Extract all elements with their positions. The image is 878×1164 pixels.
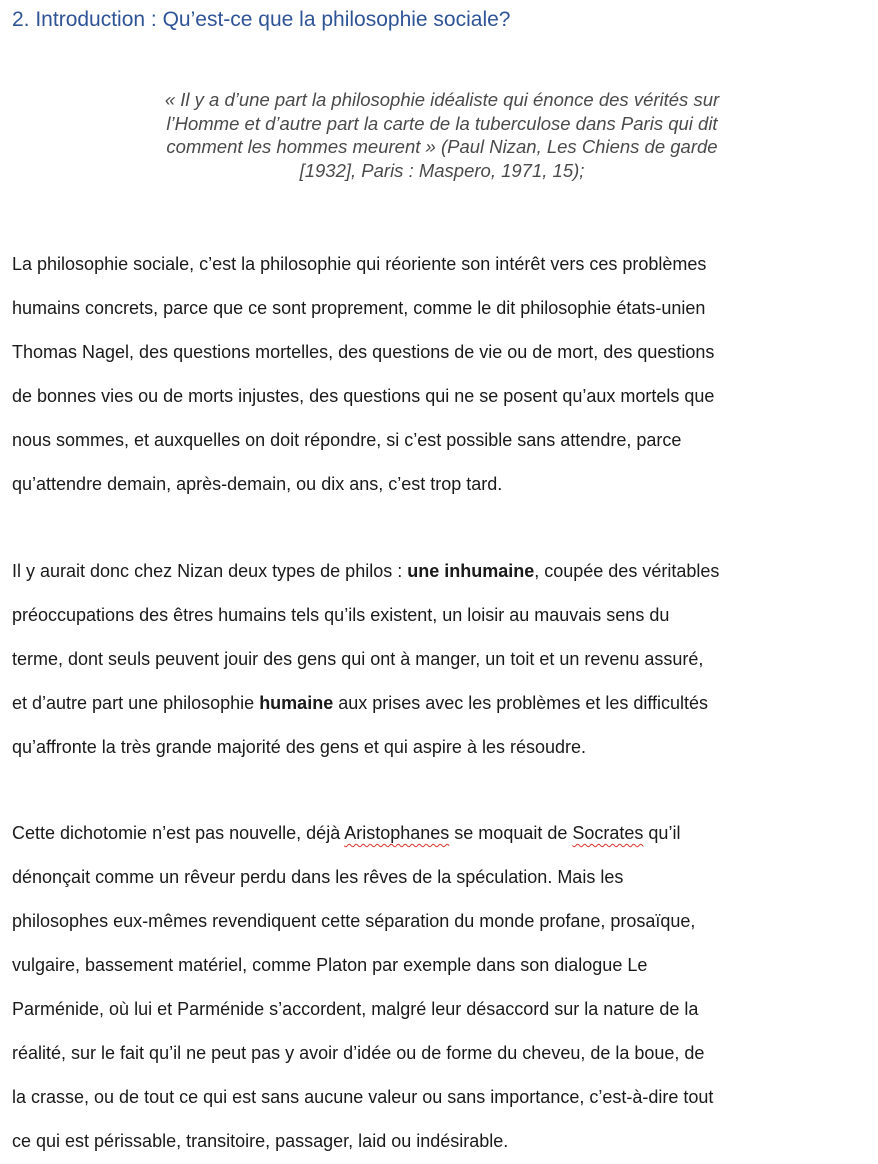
paragraph-two-philosophies bbox=[12, 549, 872, 769]
paragraph-line: préoccupations des êtres humains tels qu’ils existent, un loisir au mauvais sens du bbox=[12, 605, 670, 625]
text-run: aux prises avec les problèmes et les difficultés bbox=[333, 693, 709, 713]
paragraph-line: qu’affronte la très grande majorité des gens et qui aspire à les résoudre. bbox=[12, 737, 587, 757]
text-run: , coupée des véritables bbox=[534, 561, 720, 581]
paragraph-line: Parménide, où lui et Parménide s’accordent, malgré leur désaccord sur la nature de la bbox=[12, 999, 699, 1019]
epigraph-quote bbox=[110, 88, 774, 182]
section-heading: 2. Introduction : Qu’est-ce que la philosophie sociale? bbox=[12, 8, 511, 31]
paragraph-line: qu’attendre demain, après-demain, ou dix ans, c’est trop tard. bbox=[12, 474, 503, 494]
quote-line: l’Homme et d’autre part la carte de la tuberculose dans Paris qui dit bbox=[166, 112, 718, 134]
paragraph-line: nous sommes, et auxquelles on doit répondre, si c’est possible sans attendre, parce bbox=[12, 430, 682, 450]
paragraph-line: de bonnes vies ou de morts injustes, des questions qui ne se posent qu’aux mortels que bbox=[12, 386, 715, 406]
paragraph-line: réalité, sur le fait qu’il ne peut pas y avoir d’idée ou de forme du cheveu, de la boue, de bbox=[12, 1043, 705, 1063]
text-run: se moquait de bbox=[449, 823, 573, 843]
text-run: et d’autre part une philosophie bbox=[12, 693, 260, 713]
paragraph-line: dénonçait comme un rêveur perdu dans les rêves de la spéculation. Mais les bbox=[12, 867, 624, 887]
quote-line: « Il y a d’une part la philosophie idéaliste qui énonce des vérités sur bbox=[164, 89, 720, 110]
bold-term-humaine: humaine bbox=[259, 693, 334, 713]
quote-line: [1932], Paris : Maspero, 1971, 15); bbox=[299, 159, 585, 181]
text-run: qu’il bbox=[643, 823, 681, 843]
spellcheck-word-aristophanes[interactable]: Aristophanes bbox=[344, 823, 450, 843]
paragraph-line: la crasse, ou de tout ce qui est sans aucune valeur ou sans importance, c’est-à-dire tout bbox=[12, 1087, 714, 1107]
paragraph-line bbox=[12, 811, 872, 855]
paragraph-line: terme, dont seuls peuvent jouir des gens qui ont à manger, un toit et un revenu assuré, bbox=[12, 649, 704, 669]
text-run: Il y aurait donc chez Nizan deux types de philos : bbox=[12, 561, 408, 581]
paragraph-line: La philosophie sociale, c’est la philosophie qui réoriente son intérêt vers ces problèmes bbox=[12, 254, 707, 274]
paragraph-line: humains concrets, parce que ce sont proprement, comme le dit philosophie états-unien bbox=[12, 298, 706, 318]
paragraph-line: ce qui est périssable, transitoire, passager, laid ou indésirable. bbox=[12, 1131, 509, 1151]
paragraph-line bbox=[12, 549, 872, 593]
spellcheck-word-socrates[interactable]: Socrates bbox=[572, 823, 644, 843]
paragraph-line: Thomas Nagel, des questions mortelles, des questions de vie ou de mort, des questions bbox=[12, 342, 715, 362]
bold-term-inhumaine: une inhumaine bbox=[407, 561, 535, 581]
paragraph-line bbox=[12, 681, 872, 725]
text-run: Cette dichotomie n’est pas nouvelle, déjà bbox=[12, 823, 345, 843]
paragraph-social-philosophy bbox=[12, 242, 872, 506]
paragraph-dichotomy bbox=[12, 811, 872, 1163]
quote-line: comment les hommes meurent » (Paul Nizan, Les Chiens de garde bbox=[166, 136, 718, 157]
paragraph-line: vulgaire, bassement matériel, comme Platon par exemple dans son dialogue Le bbox=[12, 955, 648, 975]
paragraph-line: philosophes eux-mêmes revendiquent cette séparation du monde profane, prosaïque, bbox=[12, 911, 696, 931]
